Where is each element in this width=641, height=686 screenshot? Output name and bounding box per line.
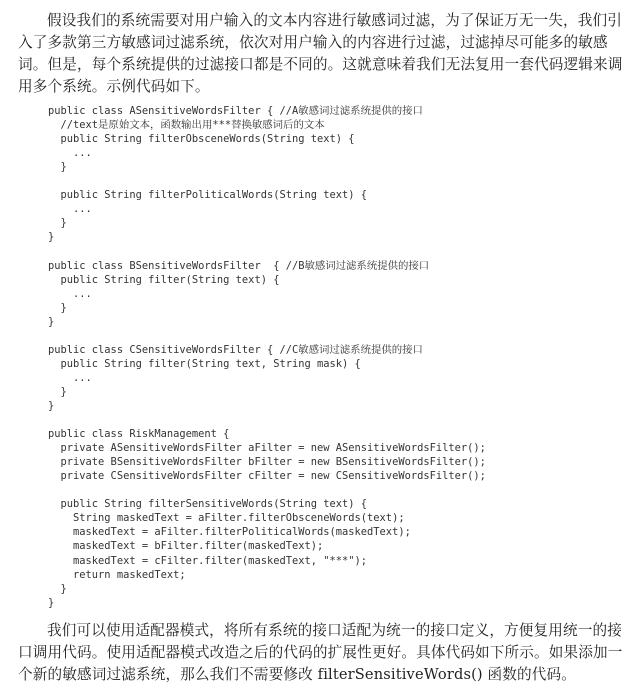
intro-line: 用多个系统。示例代码如下。 xyxy=(18,78,210,95)
code-line: return maskedText; xyxy=(48,568,186,581)
code-line xyxy=(48,329,486,343)
code-line xyxy=(48,483,486,497)
code-line: public String filter(String text) { xyxy=(48,273,280,286)
code-line: public String filter(String text, String mask) { xyxy=(48,357,361,370)
code-line: public String filterSensitiveWords(String text) { xyxy=(48,498,368,511)
code-line: private ASensitiveWordsFilter aFilter = new ASensitiveWordsFilter(); xyxy=(48,442,486,455)
code-line: } xyxy=(48,399,55,412)
code-line: } xyxy=(48,161,67,174)
code-line: public String filterObsceneWords(String text) { xyxy=(48,133,355,146)
code-line: maskedText = cFilter.filter(maskedText, "***"); xyxy=(48,554,368,567)
code-line: maskedText = bFilter.filter(maskedText); xyxy=(48,540,324,553)
code-line: ... xyxy=(48,203,92,216)
intro-line: 假设我们的系统需要对用户输入的文本内容进行敏感词过滤，为了保证万无一失，我们引 xyxy=(47,12,623,29)
code-line: public String filterPoliticalWords(String text) { xyxy=(48,189,368,202)
code-line: } xyxy=(48,582,67,595)
outro-line: 个新的敏感词过滤系统，那么我们不需要修改 filterSensitiveWords() 函数的代码。 xyxy=(18,666,577,683)
code-line: public class RiskManagement { xyxy=(48,428,230,441)
code-line xyxy=(48,244,486,258)
code-line: ... xyxy=(48,287,92,300)
intro-line: 词。但是，每个系统提供的过滤接口都是不同的。这就意味着我们无法复用一套代码逻辑来调 xyxy=(18,56,623,73)
code-block xyxy=(48,104,486,610)
code-line: } xyxy=(48,231,55,244)
code-line: public class BSensitiveWordsFilter { //B敏感词过滤系统提供的接口 xyxy=(48,259,430,272)
code-line: } xyxy=(48,385,67,398)
code-line: //text是原始文本，函数输出用***替换敏感词后的文本 xyxy=(48,119,325,132)
code-line: public class ASensitiveWordsFilter { //A敏感词过滤系统提供的接口 xyxy=(48,105,423,117)
outro-paragraph xyxy=(18,620,628,686)
intro-paragraph xyxy=(18,10,628,98)
outro-line: 口调用代码。使用适配器模式改造之后的代码的扩展性更好。具体代码如下所示。如果添加一 xyxy=(18,644,623,661)
code-line: private BSensitiveWordsFilter bFilter = new BSensitiveWordsFilter(); xyxy=(48,456,486,469)
outro-line: 我们可以使用适配器模式，将所有系统的接口适配为统一的接口定义，方便复用统一的接 xyxy=(47,622,623,639)
code-line xyxy=(48,413,486,427)
code-line: } xyxy=(48,301,67,314)
intro-line: 入了多款第三方敏感词过滤系统，依次对用户输入的内容进行过滤，过滤掉尽可能多的敏感 xyxy=(18,34,608,51)
code-line: String maskedText = aFilter.filterObsceneWords(text); xyxy=(48,512,405,525)
code-line: } xyxy=(48,596,55,609)
code-line: ... xyxy=(48,371,92,384)
code-line: maskedText = aFilter.filterPoliticalWords(maskedText); xyxy=(48,526,411,539)
code-line: } xyxy=(48,315,55,328)
code-line: private CSensitiveWordsFilter cFilter = new CSensitiveWordsFilter(); xyxy=(48,470,486,483)
code-line: public class CSensitiveWordsFilter { //C敏感词过滤系统提供的接口 xyxy=(48,343,423,356)
code-line: ... xyxy=(48,147,92,160)
code-line xyxy=(48,174,486,188)
code-line: } xyxy=(48,217,67,230)
